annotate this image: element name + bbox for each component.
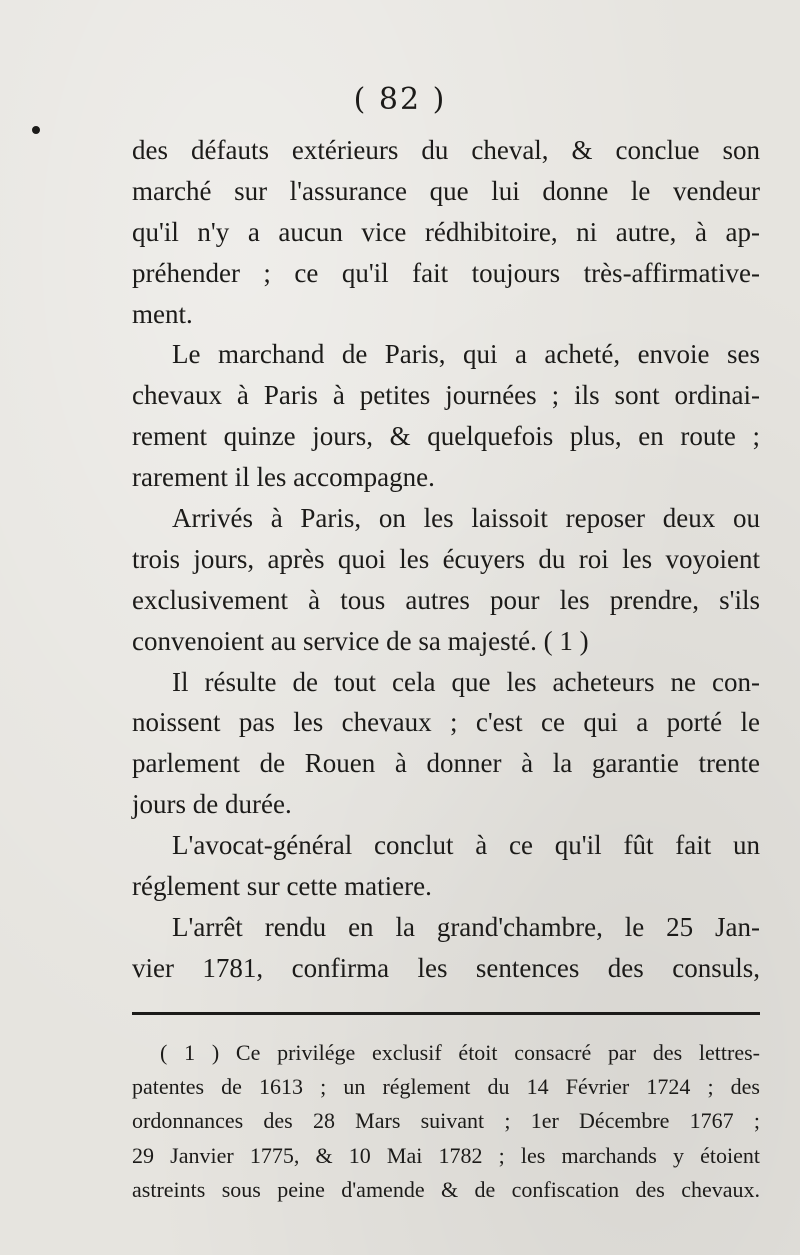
body-line: rement quinze jours, & quelquefois plus, en route ; [132, 421, 760, 452]
footnote-line: ( 1 ) Ce privilége exclusif étoit consacré par des lettres- [160, 1040, 760, 1065]
footnote [132, 1036, 760, 1207]
body-line: Arrivés à Paris, on les laissoit reposer deux ou [172, 503, 760, 534]
body-line: préhender ; ce qu'il fait toujours très-affirmative- [132, 257, 760, 288]
body-line: noissent pas les chevaux ; c'est ce qui a porté le [132, 707, 760, 738]
body-line: exclusivement à tous autres pour les prendre, s'ils [132, 584, 760, 615]
body-line: marché sur l'assurance que lui donne le vendeur [132, 175, 760, 206]
body-line: convenoient au service de sa majesté. ( 1 ) [132, 625, 589, 656]
page-number: ( 82 ) [353, 82, 447, 117]
footnote-divider [132, 1012, 760, 1015]
margin-mark [32, 126, 40, 134]
footnote-line: patentes de 1613 ; un réglement du 14 Février 1724 ; des [132, 1074, 760, 1100]
footnote-line: ordonnances des 28 Mars suivant ; 1er Décembre 1767 ; [132, 1108, 760, 1134]
footnote-line: 29 Janvier 1775, & 10 Mai 1782 ; les marchands y étoient [132, 1142, 760, 1168]
body-line: Le marchand de Paris, qui a acheté, envoie ses [172, 339, 760, 370]
body-line: trois jours, après quoi les écuyers du roi les voyoient [132, 543, 760, 574]
body-line: L'arrêt rendu en la grand'chambre, le 25 Jan- [172, 911, 760, 942]
footnote-line: astreints sous peine d'amende & de confiscation des chevaux. [132, 1176, 760, 1202]
body-line: parlement de Rouen à donner à la garantie trente [132, 748, 760, 779]
body-line: rarement il les accompagne. [132, 462, 435, 493]
body-line: L'avocat-général conclut à ce qu'il fût fait un [172, 830, 760, 861]
body-line: Il résulte de tout cela que les acheteurs ne con- [172, 666, 760, 697]
body-line: ment. [132, 298, 193, 329]
body-line: des défauts extérieurs du cheval, & conclue son [132, 135, 760, 165]
body-line: vier 1781, confirma les sentences des consuls, [132, 952, 760, 983]
body-line: jours de durée. [132, 789, 292, 820]
body-line: chevaux à Paris à petites journées ; ils sont ordinai- [132, 380, 760, 411]
body-line: réglement sur cette matiere. [132, 871, 432, 902]
body-line: qu'il n'y a aucun vice rédhibitoire, ni autre, à ap- [132, 216, 760, 247]
body-text [132, 130, 760, 989]
